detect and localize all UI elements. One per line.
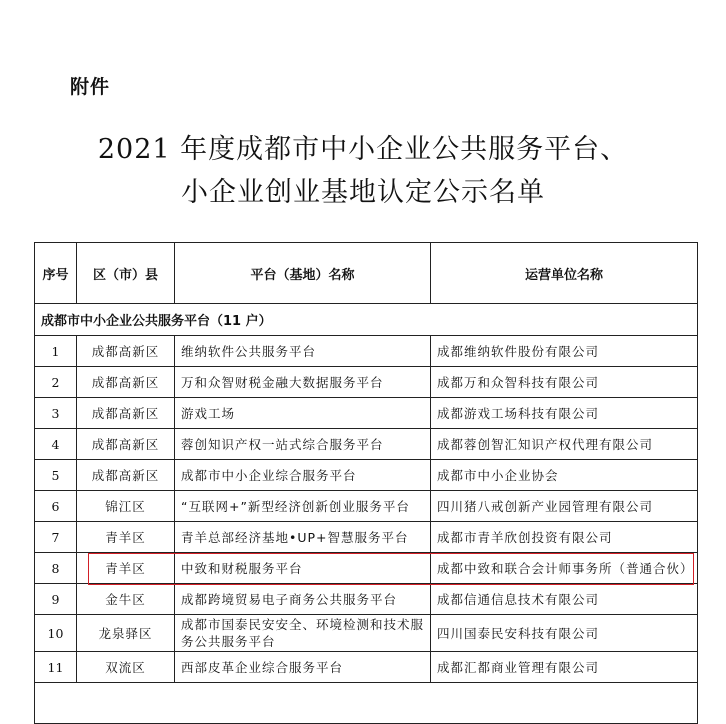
row-seq: 4	[35, 429, 77, 460]
row-platform: 青羊总部经济基地•UP+智慧服务平台	[175, 522, 431, 553]
row-platform: “互联网+”新型经济创新创业服务平台	[175, 491, 431, 522]
row-seq: 2	[35, 367, 77, 398]
header-district: 区（市）县	[77, 243, 175, 304]
row-seq: 1	[35, 336, 77, 367]
table-row	[35, 429, 698, 460]
page-title-line-2: 小企业创业基地认定公示名单	[181, 177, 545, 208]
row-platform: 成都市中小企业综合服务平台	[175, 460, 431, 491]
row-district: 成都高新区	[77, 367, 175, 398]
table-row	[35, 367, 698, 398]
section-title: 成都市中小企业公共服务平台（11 户）	[35, 304, 698, 336]
table-row-continuation	[35, 683, 698, 724]
row-district: 成都高新区	[77, 429, 175, 460]
row-platform: 蓉创知识产权一站式综合服务平台	[175, 429, 431, 460]
table-row	[35, 584, 698, 615]
row-operator: 成都维纳软件股份有限公司	[431, 336, 698, 367]
row-operator: 成都市中小企业协会	[431, 460, 698, 491]
table-row	[35, 460, 698, 491]
row-district: 成都高新区	[77, 336, 175, 367]
row-operator: 成都中致和联合会计师事务所（普通合伙）	[431, 553, 698, 584]
row-district: 成都高新区	[77, 398, 175, 429]
table-row	[35, 652, 698, 683]
row-seq: 8	[35, 553, 77, 584]
table-row-highlighted	[35, 553, 698, 584]
certification-table	[34, 242, 698, 724]
table-row	[35, 491, 698, 522]
row-seq: 7	[35, 522, 77, 553]
section-row	[35, 304, 698, 336]
row-seq: 9	[35, 584, 77, 615]
continuation-cell	[35, 683, 698, 724]
header-operator: 运营单位名称	[431, 243, 698, 304]
row-platform: 成都市国泰民安安全、环境检测和技术服务公共服务平台	[175, 615, 431, 652]
header-seq: 序号	[35, 243, 77, 304]
row-district: 锦江区	[77, 491, 175, 522]
table-row	[35, 522, 698, 553]
row-operator: 成都信通信息技术有限公司	[431, 584, 698, 615]
table-row	[35, 615, 698, 652]
row-operator: 成都游戏工场科技有限公司	[431, 398, 698, 429]
row-seq: 10	[35, 615, 77, 652]
row-platform: 维纳软件公共服务平台	[175, 336, 431, 367]
row-district: 双流区	[77, 652, 175, 683]
row-operator: 四川猪八戒创新产业园管理有限公司	[431, 491, 698, 522]
row-platform: 中致和财税服务平台	[175, 553, 431, 584]
table-header-row	[35, 243, 698, 304]
row-operator: 成都蓉创智汇知识产权代理有限公司	[431, 429, 698, 460]
row-platform: 万和众智财税金融大数据服务平台	[175, 367, 431, 398]
row-district: 金牛区	[77, 584, 175, 615]
table-row	[35, 336, 698, 367]
row-district: 龙泉驿区	[77, 615, 175, 652]
row-platform: 游戏工场	[175, 398, 431, 429]
row-operator: 成都市青羊欣创投资有限公司	[431, 522, 698, 553]
row-district: 成都高新区	[77, 460, 175, 491]
header-platform: 平台（基地）名称	[175, 243, 431, 304]
table-row	[35, 398, 698, 429]
row-operator: 四川国泰民安科技有限公司	[431, 615, 698, 652]
row-district: 青羊区	[77, 553, 175, 584]
row-operator: 成都万和众智科技有限公司	[431, 367, 698, 398]
row-operator: 成都汇都商业管理有限公司	[431, 652, 698, 683]
row-district: 青羊区	[77, 522, 175, 553]
row-platform: 西部皮革企业综合服务平台	[175, 652, 431, 683]
row-platform: 成都跨境贸易电子商务公共服务平台	[175, 584, 431, 615]
row-seq: 11	[35, 652, 77, 683]
row-seq: 6	[35, 491, 77, 522]
attachment-label: 附件	[70, 76, 111, 98]
row-seq: 3	[35, 398, 77, 429]
row-seq: 5	[35, 460, 77, 491]
page-title-line-1: 2021 年度成都市中小企业公共服务平台、	[97, 134, 629, 165]
